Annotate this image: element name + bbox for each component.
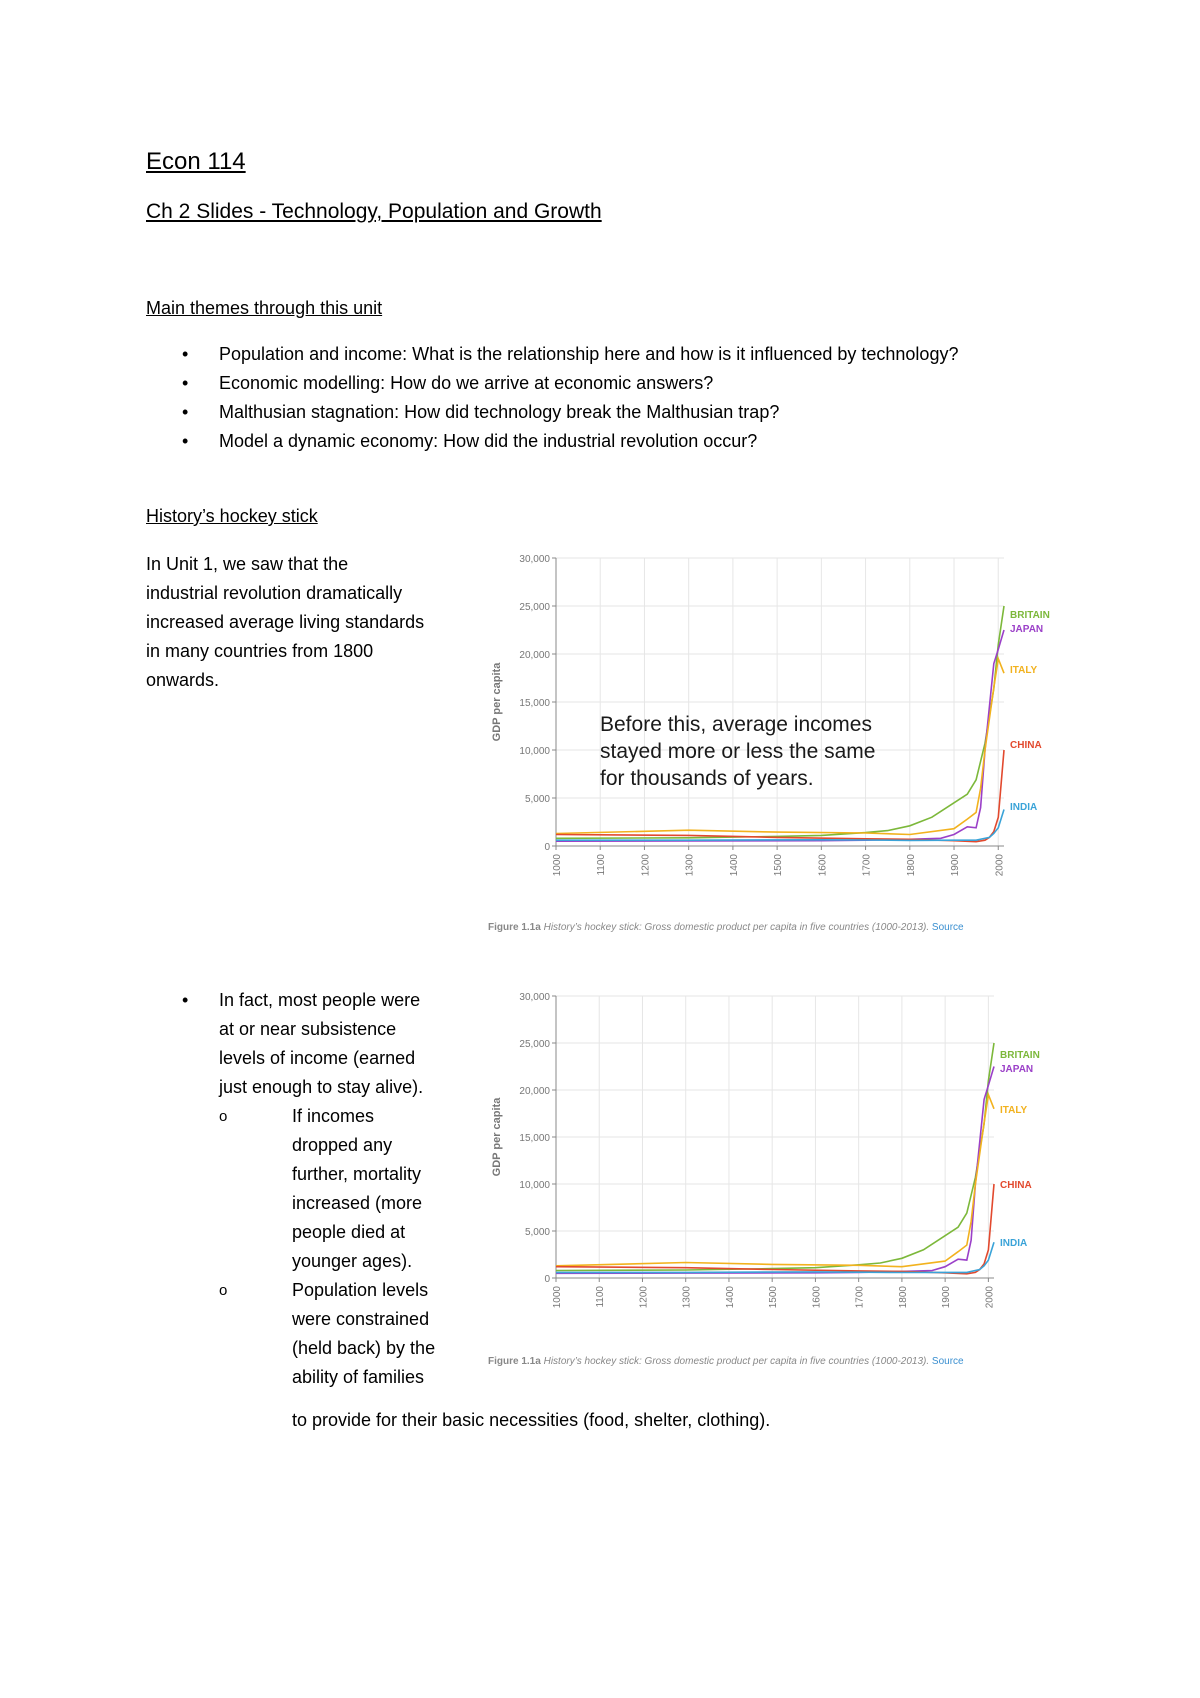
x-tick-label: 1200 (640, 854, 652, 877)
text-line: people died at (292, 1222, 406, 1242)
x-tick-label: 2000 (984, 1286, 996, 1309)
text-line: levels of income (earned (219, 1048, 416, 1068)
x-tick-label: 1900 (950, 854, 962, 877)
series-label-india: INDIA (1000, 1238, 1028, 1249)
page-title: Econ 114 (146, 148, 246, 175)
x-tick-label: 2000 (994, 854, 1006, 877)
y-tick-label: 20,000 (519, 1086, 550, 1097)
x-tick-label: 1300 (684, 854, 696, 877)
x-tick-label: 1100 (595, 1286, 607, 1308)
y-tick-label: 25,000 (519, 1039, 550, 1050)
series-line-italy (556, 1095, 994, 1267)
y-tick-label: 30,000 (519, 992, 550, 1003)
source-link[interactable]: Source (929, 922, 964, 933)
text-line: If incomes (292, 1106, 375, 1126)
bullet-icon: • (182, 373, 189, 393)
text-line: industrial revolution dramatically (146, 583, 403, 603)
text-line: dropped any (292, 1135, 393, 1155)
figure-caption-text: History’s hockey stick: Gross domestic product per capita in five countries (1000-2013). (540, 1356, 930, 1367)
series-label-japan: JAPAN (1010, 624, 1044, 635)
bullet-icon: • (182, 990, 189, 1010)
bullet-icon: • (182, 344, 189, 364)
x-tick-label: 1100 (596, 854, 608, 876)
y-tick-label: 20,000 (519, 650, 550, 661)
series-line-china (556, 1184, 994, 1274)
figure-number: Figure 1.1a (488, 1356, 541, 1367)
text-line: were constrained (292, 1309, 430, 1329)
bullet-icon: • (182, 431, 189, 451)
chart-annotation-line: for thousands of years. (600, 767, 814, 790)
figure-caption-text: History’s hockey stick: Gross domestic product per capita in five countries (1000-2013). (540, 922, 930, 933)
figure-caption (488, 922, 964, 933)
y-tick-label: 15,000 (519, 1133, 550, 1144)
x-tick-label: 1700 (854, 1286, 866, 1309)
text-line: younger ages). (292, 1251, 413, 1271)
series-label-britain: BRITAIN (1000, 1050, 1040, 1061)
final-line: to provide for their basic necessities (food, shelter, clothing). (292, 1410, 771, 1430)
text-line: just enough to stay alive). (219, 1077, 424, 1097)
text-line: at or near subsistence (219, 1019, 397, 1039)
y-tick-label: 10,000 (519, 1180, 550, 1191)
figure-number: Figure 1.1a (488, 922, 541, 933)
y-axis-label: GDP per capita (491, 1097, 503, 1177)
list-item (146, 369, 1006, 398)
y-tick-label: 15,000 (519, 698, 550, 709)
hockey-stick-heading: History’s hockey stick (146, 506, 318, 526)
y-tick-label: 5,000 (524, 794, 550, 805)
chart-annotation-line: stayed more or less the same (600, 740, 876, 763)
x-tick-label: 1300 (681, 1286, 693, 1309)
text-line: increased (more (292, 1193, 423, 1213)
y-tick-label: 5,000 (524, 1227, 550, 1238)
x-tick-label: 1000 (552, 1286, 563, 1309)
text-line: increased average living standards (146, 612, 425, 632)
page-subtitle: Ch 2 Slides - Technology, Population and Growth (146, 200, 602, 223)
list-item (146, 340, 1006, 369)
list-item (146, 427, 1006, 456)
y-tick-label: 30,000 (519, 554, 550, 565)
series-label-italy: ITALY (1010, 665, 1038, 676)
sub-list-item (219, 1276, 476, 1392)
text-line: Population levels (292, 1280, 429, 1300)
chart-annotation-line: Before this, average incomes (600, 713, 872, 736)
series-label-italy: ITALY (1000, 1105, 1028, 1116)
themes-heading: Main themes through this unit (146, 298, 383, 318)
subsistence-section (146, 986, 476, 1392)
x-tick-label: 1400 (724, 1286, 736, 1309)
x-tick-label: 1500 (773, 854, 785, 877)
text-line: ability of families (292, 1367, 425, 1387)
sub-list-item (219, 1102, 476, 1276)
text-line: (held back) by the (292, 1338, 436, 1358)
text-line: onwards. (146, 670, 220, 690)
text-line: in many countries from 1800 (146, 641, 374, 661)
series-line-china (556, 750, 1004, 842)
list-item-text: Model a dynamic economy: How did the industrial revolution occur? (219, 431, 758, 451)
text-line: In fact, most people were (219, 990, 421, 1010)
series-label-india: INDIA (1010, 802, 1038, 813)
x-tick-label: 1600 (817, 854, 829, 877)
circle-bullet-icon: o (219, 1108, 228, 1125)
x-tick-label: 1800 (905, 854, 917, 877)
y-tick-label: 10,000 (519, 746, 550, 757)
list-item-text: Population and income: What is the relationship here and how is it influenced by technology? (219, 344, 959, 364)
x-tick-label: 1200 (638, 1286, 650, 1309)
x-tick-label: 1900 (941, 1286, 953, 1309)
y-tick-label: 0 (544, 842, 550, 853)
list-item (146, 398, 1006, 427)
x-tick-label: 1400 (728, 854, 740, 877)
bullet-icon: • (182, 402, 189, 422)
intro-paragraph (146, 550, 486, 695)
gdp-chart-annotated (486, 548, 1066, 938)
x-tick-label: 1500 (768, 1286, 780, 1309)
series-label-china: CHINA (1010, 740, 1042, 751)
source-link[interactable]: Source (929, 1356, 964, 1367)
x-tick-label: 1000 (552, 854, 563, 877)
text-line: further, mortality (292, 1164, 422, 1184)
x-tick-label: 1700 (861, 854, 873, 877)
circle-bullet-icon: o (219, 1282, 228, 1299)
text-line: In Unit 1, we saw that the (146, 554, 349, 574)
series-line-japan (556, 1067, 994, 1274)
x-tick-label: 1800 (897, 1286, 909, 1309)
y-tick-label: 25,000 (519, 602, 550, 613)
series-label-britain: BRITAIN (1010, 610, 1050, 621)
themes-list (146, 340, 1006, 456)
y-axis-label: GDP per capita (491, 662, 503, 742)
series-line-britain (556, 1043, 994, 1271)
series-label-japan: JAPAN (1000, 1064, 1034, 1075)
x-tick-label: 1600 (811, 1286, 823, 1309)
series-label-china: CHINA (1000, 1180, 1032, 1191)
list-item-text: Malthusian stagnation: How did technology break the Malthusian trap? (219, 402, 780, 422)
list-item-text: Economic modelling: How do we arrive at economic answers? (219, 373, 714, 393)
figure-caption (488, 1356, 964, 1367)
list-item (146, 986, 476, 1392)
y-tick-label: 0 (544, 1274, 550, 1285)
gdp-chart (486, 988, 1046, 1368)
